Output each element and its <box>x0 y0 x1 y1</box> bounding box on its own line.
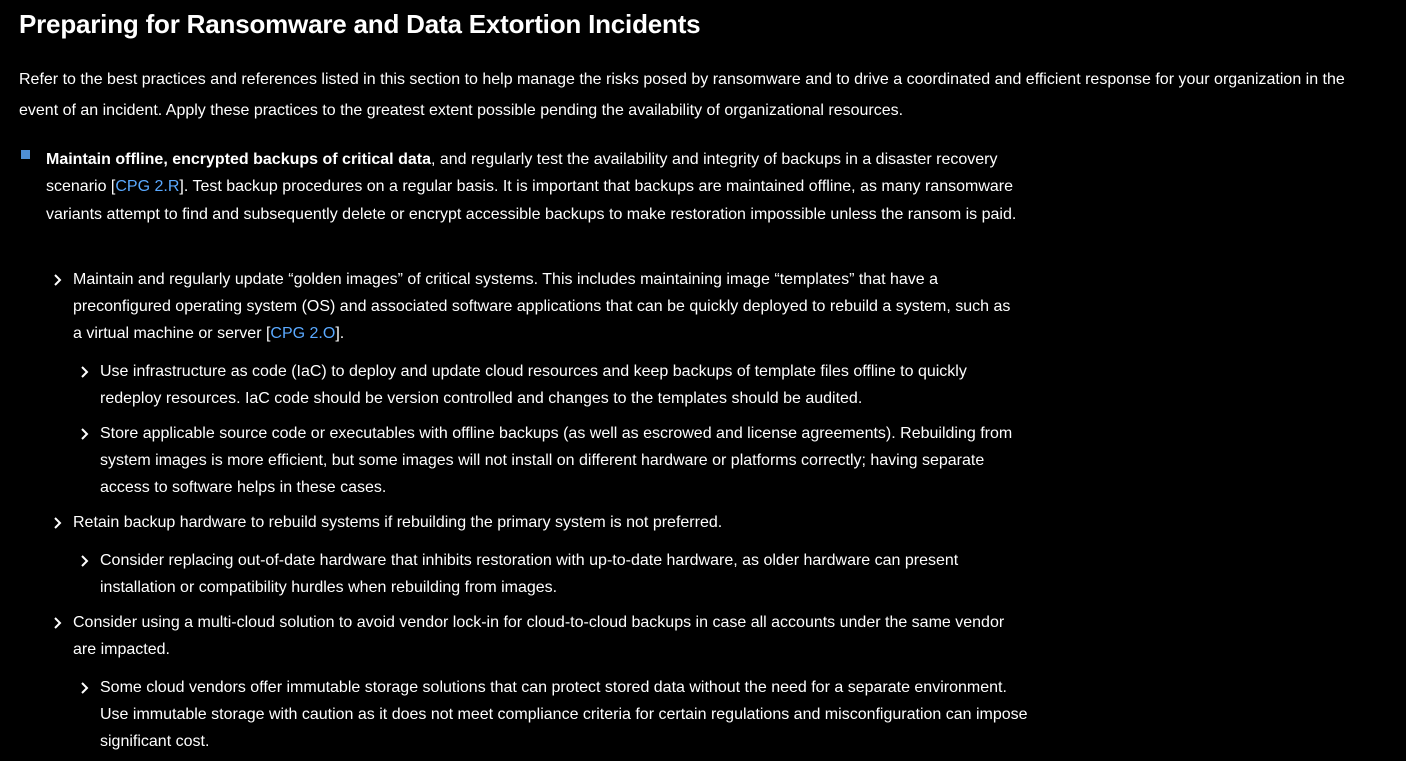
main-bullet-bold: Maintain offline, encrypted backups of critical data <box>46 151 431 168</box>
main-bullet-text-b: ]. Test backup procedures on a regular basis. It is important that backups are maintained offline, as many ransomware variants attempt to find and subsequently delete or encrypt accessible backups to make restoration impossible unless the ransom is paid. <box>46 178 1017 223</box>
cpg-2r-link[interactable]: CPG 2.R <box>115 178 180 196</box>
chevron-right-icon <box>79 427 91 441</box>
intro-paragraph: Refer to the best practices and references listed in this section to help manage the risks posed by ransomware and to drive a coordinated and efficient response for your organization in the event of an incident. Apply these practices to the greatest extent possible pending the availability of organizational resources. <box>19 71 1345 119</box>
list-item-backup-hardware: Retain backup hardware to rebuild systems if rebuilding the primary system is not preferred. <box>73 514 723 531</box>
main-bullet-text <box>46 146 1036 228</box>
list-item-golden-images <box>73 266 1023 347</box>
golden-images-text-a: Maintain and regularly update “golden images” of critical systems. This includes maintaining image “templates” that have a preconfigured operating system (OS) and associated software applications that can be quickly deployed to rebuild a system, such as a virtual machine or server [ <box>73 271 1011 342</box>
list-item-iac: Use infrastructure as code (IaC) to deploy and update cloud resources and keep backups of template files offline to quickly redeploy resources. IaC code should be version controlled and changes to the templates should be audited. <box>100 363 967 407</box>
square-bullet-icon <box>21 150 30 159</box>
list-item-immutable-storage: Some cloud vendors offer immutable storage solutions that can protect stored data without the need for a separate environment. Use immutable storage with caution as it does not meet compliance criteria for certain regulations and misconfiguration can impose significant cost. <box>100 679 1028 750</box>
page-title: Preparing for Ransomware and Data Extortion Incidents <box>19 9 701 39</box>
list-item-replace-hardware: Consider replacing out-of-date hardware that inhibits restoration with up-to-date hardware, as older hardware can present installation or compatibility hurdles when rebuilding from images. <box>100 552 959 596</box>
chevron-right-icon <box>79 681 91 695</box>
chevron-right-icon <box>52 273 64 287</box>
chevron-right-icon <box>52 516 64 530</box>
list-item-source-code: Store applicable source code or executables with offline backups (as well as escrowed and license agreements). Rebuilding from system images is more efficient, but some images will not install on different hardware or platforms correctly; having separate access to software helps in these cases. <box>100 425 1013 496</box>
chevron-right-icon <box>52 616 64 630</box>
main-bullet-text-a: , and regularly test the availability and integrity of backups in a disaster recovery scenario [ <box>46 151 998 196</box>
chevron-right-icon <box>79 365 91 379</box>
list-item-multi-cloud: Consider using a multi-cloud solution to avoid vendor lock-in for cloud-to-cloud backups in case all accounts under the same vendor are impacted. <box>73 614 1005 658</box>
chevron-right-icon <box>79 554 91 568</box>
golden-images-text-b: ]. <box>335 325 345 342</box>
cpg-2o-link[interactable]: CPG 2.O <box>270 325 336 342</box>
